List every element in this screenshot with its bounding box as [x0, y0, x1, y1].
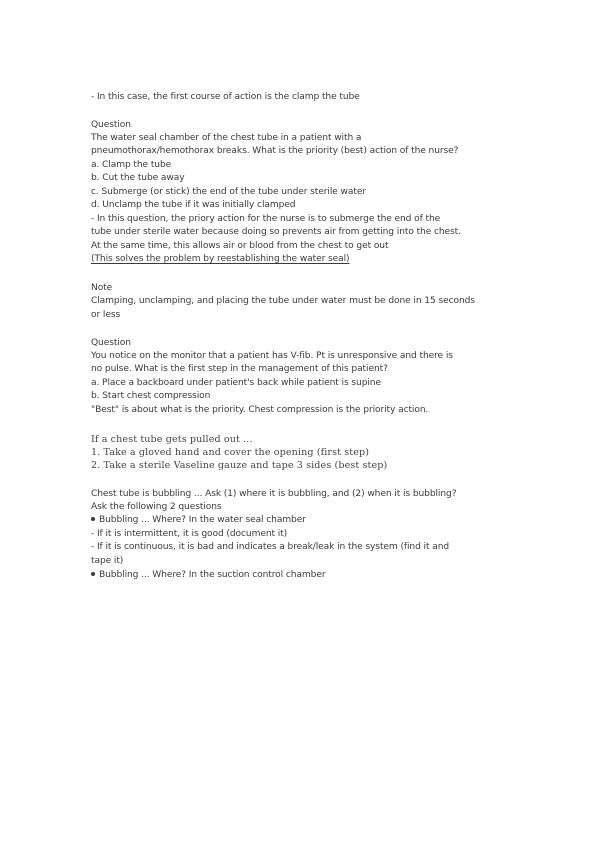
- numbered-item: 1. Take a gloved hand and cover the opening (first step): [91, 447, 370, 458]
- answer-option: d. Unclamp the tube if it was initially clamped: [91, 200, 296, 210]
- text-line: tape it): [91, 556, 124, 566]
- text-line: Chest tube is bubbling ... Ask (1) where it is bubbling, and (2) when it is bubbling?: [91, 489, 457, 499]
- text-line: tube under sterile water because doing so prevents air from getting into the chest.: [91, 227, 461, 237]
- section-heading: Question: [91, 338, 131, 348]
- section-heading: Question: [91, 120, 131, 130]
- bullet-text: Bubbling ... Where? In the water seal chamber: [99, 515, 306, 525]
- text-line: no pulse. What is the first step in the management of this patient?: [91, 364, 388, 374]
- text-line: At the same time, this allows air or blood from the chest to get out: [91, 241, 389, 251]
- text-line: The water seal chamber of the chest tube in a patient with a: [91, 133, 362, 143]
- answer-option: a. Clamp the tube: [91, 160, 172, 170]
- text-line: - In this question, the priory action for the nurse is to submerge the end of the: [91, 214, 441, 224]
- bullet-icon: [91, 572, 95, 576]
- bullet-item: [91, 514, 306, 526]
- text-line: or less: [91, 310, 121, 320]
- text-line: - If it is continuous, it is bad and indicates a break/leak in the system (find it and: [91, 542, 450, 552]
- text-line: Ask the following 2 questions: [91, 502, 222, 512]
- underlined-text-line: (This solves the problem by reestablishing the water seal): [91, 254, 350, 264]
- bullet-text: Bubbling ... Where? In the suction control chamber: [99, 570, 326, 580]
- answer-option: a. Place a backboard under patient's back while patient is supine: [91, 378, 381, 388]
- section-heading: Note: [91, 283, 113, 293]
- answer-option: b. Cut the tube away: [91, 173, 185, 183]
- answer-option: b. Start chest compression: [91, 391, 211, 401]
- text-line: You notice on the monitor that a patient has V-fib. Pt is unresponsive and there is: [91, 351, 453, 361]
- text-line: Clamping, unclamping, and placing the tube under water must be done in 15 seconds: [91, 296, 475, 306]
- bullet-item: [91, 569, 325, 581]
- section-heading: If a chest tube gets pulled out ...: [91, 434, 253, 445]
- numbered-item: 2. Take a sterile Vaseline gauze and tape 3 sides (best step): [91, 460, 388, 471]
- answer-option: c. Submerge (or stick) the end of the tube under sterile water: [91, 187, 366, 197]
- bullet-icon: [91, 517, 95, 521]
- text-line: - In this case, the first course of action is the clamp the tube: [91, 92, 360, 102]
- text-line: "Best" is about what is the priority. Chest compression is the priority action.: [91, 405, 429, 415]
- text-line: - If it is intermittent, it is good (document it): [91, 529, 288, 539]
- text-line: pneumothorax/hemothorax breaks. What is the priority (best) action of the nurse?: [91, 146, 459, 156]
